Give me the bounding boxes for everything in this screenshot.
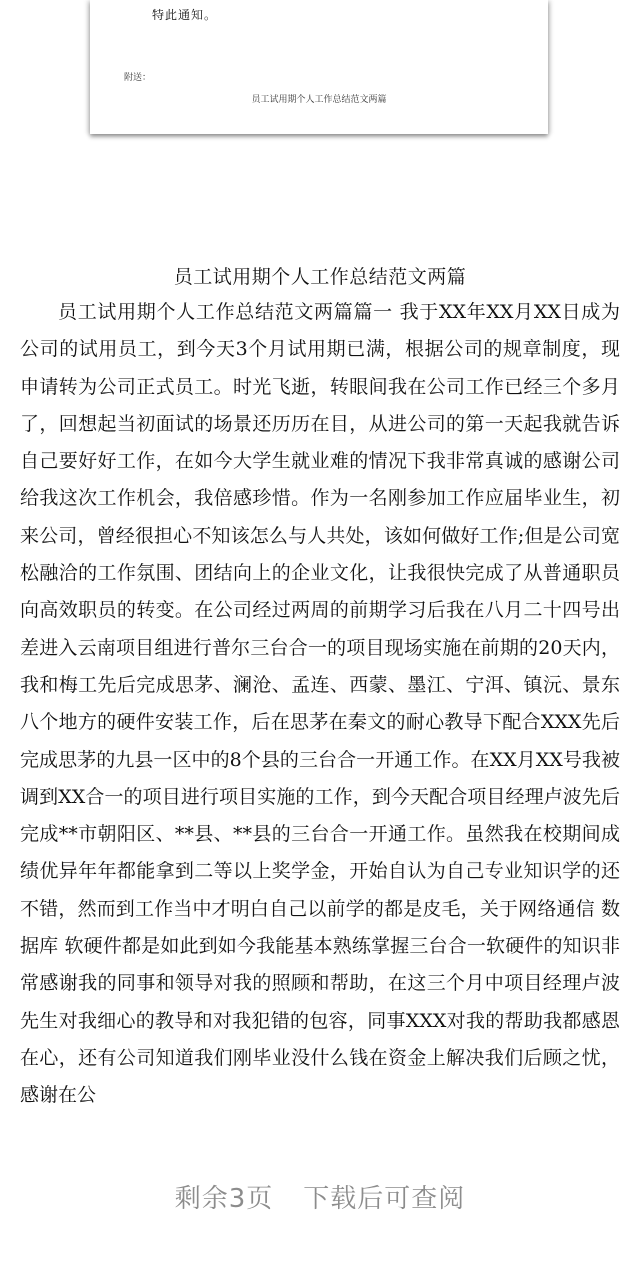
remaining-pages-text: 剩余3页 bbox=[174, 1184, 274, 1214]
document-title: 员工试用期个人工作总结范文两篇 bbox=[173, 266, 467, 288]
page-footer-title: 员工试用期个人工作总结范文两篇 bbox=[251, 95, 387, 105]
download-prompt[interactable] bbox=[0, 1178, 640, 1215]
notice-text: 特此通知。 bbox=[152, 8, 218, 22]
fusong-label: 附送： bbox=[124, 73, 152, 83]
download-to-view-text[interactable]: 下载后可查阅 bbox=[303, 1184, 466, 1214]
preview-page-bottom bbox=[90, 0, 548, 134]
document-body: 员工试用期个人工作总结范文两篇篇一 我于XX年XX月XX日成为公司的试用员工，到今天3个月试用期已满，根据公司的规章制度，现申请转为公司正式员工。时光飞逝，转眼间我在公司工作已经三个多月了，回想起当初面试的场景还历历在目，从进公司的第一天起我就告诉自己要好好工作，在如今大学生就业难的情况下我非常真诚的感谢公司给我这次工作机会，我倍感珍惜。作为一名刚参加工作应届毕业生，初来公司，曾经很担心不知该怎么与人共处，该如何做好工作;但是公司宽松融洽的工作氛围、团结向上的企业文化，让我很快完成了从普通职员向高效职员的转变。在公司经过两周的前期学习后我在八月二十四号出差进入云南项目组进行普尔三台合一的项目现场实施在前期的20天内，我和梅工先后完成思茅、澜沧、孟连、西蒙、墨江、宁洱、镇沅、景东八个地方的硬件安装工作，后在思茅在秦文的耐心教导下配合XXX先后完成思茅的九县一区中的8个县的三台合一开通工作。在XX月XX号我被调到XX合一的项目进行项目实施的工作，到今天配合项目经理卢波先后完成**市朝阳区、**县、**县的三台合一开通工作。虽然我在校期间成绩优异年年都能拿到二等以上奖学金，开始自认为自己专业知识学的还不错，然而到工作当中才明白自己以前学的都是皮毛，关于网络通信 数据库 软硬件都是如此到如今我能基本熟练掌握三台合一软硬件的知识非常感谢我的同事和领导对我的照顾和帮助，在这三个月中项目经理卢波先生对我细心的教导和对我犯错的包容，同事XXX对我的帮助我都感恩在心，还有公司知道我们刚毕业没什么钱在资金上解决我们后顾之忧，感谢在公 bbox=[20, 301, 620, 1107]
